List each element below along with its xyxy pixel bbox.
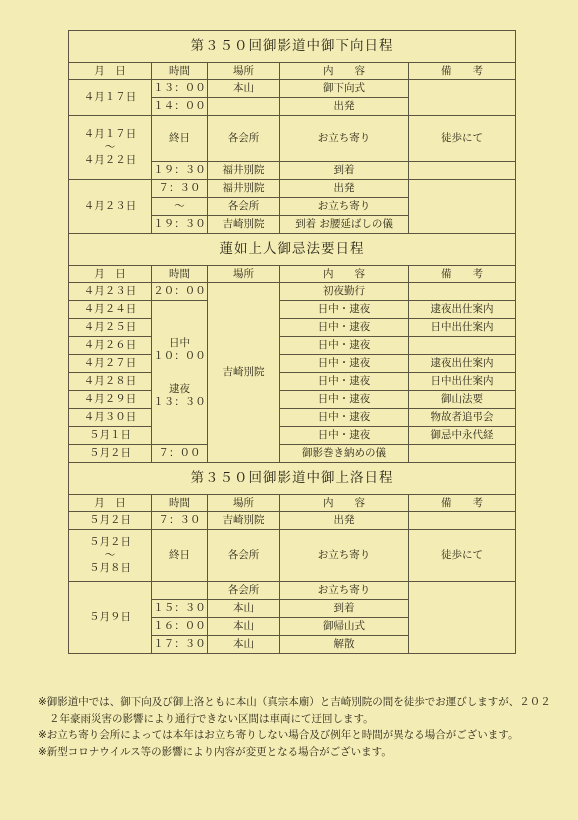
- section2-title: 蓮如上人御忌法要日程: [69, 234, 516, 266]
- place-cell: 福井別院: [208, 162, 280, 180]
- note-cell: 逮夜出仕案内: [409, 355, 516, 373]
- note-cell: [409, 337, 516, 355]
- content-cell: お立ち寄り: [280, 582, 409, 600]
- content-cell: 日中・逮夜: [280, 427, 409, 445]
- time-cell: １９：３０: [152, 216, 208, 234]
- note-item: ※新型コロナウイルス等の影響により内容が変更となる場合がございます。: [38, 745, 392, 758]
- place-cell: 吉崎別院: [208, 512, 280, 530]
- time-cell: 終日: [152, 530, 208, 582]
- content-cell: 出発: [280, 512, 409, 530]
- place-cell: 各会所: [208, 530, 280, 582]
- time-cell: １６：００: [152, 618, 208, 636]
- content-cell: 解散: [280, 636, 409, 654]
- place-cell: [208, 98, 280, 116]
- date-cell: ４月２４日: [69, 301, 152, 319]
- date-from: ４月１７日: [83, 128, 137, 140]
- content-cell: 御帰山式: [280, 618, 409, 636]
- content-cell: 御影巻き納めの儀: [280, 445, 409, 463]
- date-cell: ４月２９日: [69, 391, 152, 409]
- note-cell: [409, 582, 516, 654]
- date-cell: ４月２５日: [69, 319, 152, 337]
- header-time: 時間: [152, 266, 208, 283]
- time-block-time-evening: １３：３０: [153, 395, 206, 408]
- date-cell: ５月２日: [69, 512, 152, 530]
- date-tilde: ～: [104, 549, 116, 561]
- header-content: 内 容: [280, 266, 409, 283]
- place-cell: 各会所: [208, 116, 280, 162]
- header-time: 時間: [152, 495, 208, 512]
- content-cell: 到着: [280, 600, 409, 618]
- place-cell: 各会所: [208, 582, 280, 600]
- place-cell: 吉崎別院: [208, 216, 280, 234]
- header-place: 場所: [208, 495, 280, 512]
- time-cell: １４：００: [152, 98, 208, 116]
- date-cell: ４月２７日: [69, 355, 152, 373]
- content-cell: 日中・逮夜: [280, 319, 409, 337]
- date-cell: ４月２３日: [69, 283, 152, 301]
- date-to: ５月８日: [89, 562, 131, 574]
- date-cell: ４月３０日: [69, 409, 152, 427]
- content-cell: 日中・逮夜: [280, 301, 409, 319]
- header-date: 月 日: [69, 266, 152, 283]
- note-cell: [409, 162, 516, 180]
- date-to: ４月２２日: [83, 154, 137, 166]
- date-cell: ４月２３日: [69, 180, 152, 234]
- note-cell: [409, 180, 516, 234]
- time-cell: ７：００: [152, 445, 208, 463]
- time-cell: １７：３０: [152, 636, 208, 654]
- schedule-table: [68, 30, 516, 654]
- time-cell: 終日: [152, 116, 208, 162]
- note-cell: 徒歩にて: [409, 116, 516, 162]
- header-date: 月 日: [69, 495, 152, 512]
- note-cell: 日中出仕案内: [409, 319, 516, 337]
- place-cell: 本山: [208, 600, 280, 618]
- place-cell: 本山: [208, 80, 280, 98]
- date-cell: ４月２８日: [69, 373, 152, 391]
- schedule-sheet: [68, 30, 515, 654]
- date-cell: ４月２６日: [69, 337, 152, 355]
- date-cell: ４月１７日: [69, 80, 152, 116]
- note-item: ※お立ち寄り会所によっては本年はお立ち寄りしない場合及び例年と時間が異なる場合がございます。: [38, 729, 519, 741]
- date-cell: ５月９日: [69, 582, 152, 654]
- place-cell: 本山: [208, 636, 280, 654]
- content-cell: 日中・逮夜: [280, 373, 409, 391]
- time-block: [152, 301, 208, 445]
- notes-section: [38, 694, 558, 760]
- date-tilde: ～: [104, 141, 116, 153]
- note-cell: [409, 512, 516, 530]
- time-cell: １３：００: [152, 80, 208, 98]
- content-cell: 到着 お腰延ばしの儀: [280, 216, 409, 234]
- note-cell: [409, 445, 516, 463]
- content-cell: お立ち寄り: [280, 198, 409, 216]
- place-cell: 各会所: [208, 198, 280, 216]
- section1-title: 第３５０回御影道中御下向日程: [69, 31, 516, 63]
- content-cell: 初夜勤行: [280, 283, 409, 301]
- place-cell: 本山: [208, 618, 280, 636]
- section3-title: 第３５０回御影道中御上洛日程: [69, 463, 516, 495]
- header-date: 月 日: [69, 63, 152, 80]
- time-cell: ７：３０: [152, 180, 208, 198]
- note-cell: [409, 80, 516, 116]
- time-cell: [152, 582, 208, 600]
- content-cell: 出発: [280, 180, 409, 198]
- header-note: 備 考: [409, 63, 516, 80]
- note-cell: 逮夜出仕案内: [409, 301, 516, 319]
- time-block-label-evening: 逮夜: [169, 382, 190, 395]
- place-cell-yoshizaki: 吉崎別院: [208, 283, 280, 463]
- time-cell: ２０：００: [152, 283, 208, 301]
- note-cell: [409, 283, 516, 301]
- header-place: 場所: [208, 266, 280, 283]
- content-cell: 日中・逮夜: [280, 355, 409, 373]
- content-cell: 出発: [280, 98, 409, 116]
- date-range-cell: [69, 116, 152, 180]
- note-cell: 物故者追弔会: [409, 409, 516, 427]
- time-block-time-day: １０：００: [153, 349, 206, 362]
- time-cell: １９：３０: [152, 162, 208, 180]
- header-place: 場所: [208, 63, 280, 80]
- date-from: ５月２日: [89, 536, 131, 548]
- time-block-label-day: 日中: [169, 336, 190, 349]
- content-cell: 日中・逮夜: [280, 337, 409, 355]
- header-note: 備 考: [409, 266, 516, 283]
- note-item: ※御影道中では、御下向及び御上洛ともに本山（真宗本廟）と吉崎別院の間を徒歩でお運びしますが、２０２２年豪雨災害の影響により通行できない区間は車両にて迂回します。: [38, 696, 551, 725]
- content-cell: 御下向式: [280, 80, 409, 98]
- time-cell: １５：３０: [152, 600, 208, 618]
- header-content: 内 容: [280, 63, 409, 80]
- time-cell: ～: [152, 198, 208, 216]
- header-note: 備 考: [409, 495, 516, 512]
- content-cell: お立ち寄り: [280, 530, 409, 582]
- content-cell: お立ち寄り: [280, 116, 409, 162]
- content-cell: 到着: [280, 162, 409, 180]
- note-cell: 御忌中永代経: [409, 427, 516, 445]
- note-cell: 徒歩にて: [409, 530, 516, 582]
- date-cell: ５月１日: [69, 427, 152, 445]
- header-content: 内 容: [280, 495, 409, 512]
- place-cell: 福井別院: [208, 180, 280, 198]
- time-cell: ７：３０: [152, 512, 208, 530]
- content-cell: 日中・逮夜: [280, 409, 409, 427]
- note-cell: 御山法要: [409, 391, 516, 409]
- note-cell: 日中出仕案内: [409, 373, 516, 391]
- header-time: 時間: [152, 63, 208, 80]
- date-cell: ５月２日: [69, 445, 152, 463]
- date-range-cell: [69, 530, 152, 582]
- content-cell: 日中・逮夜: [280, 391, 409, 409]
